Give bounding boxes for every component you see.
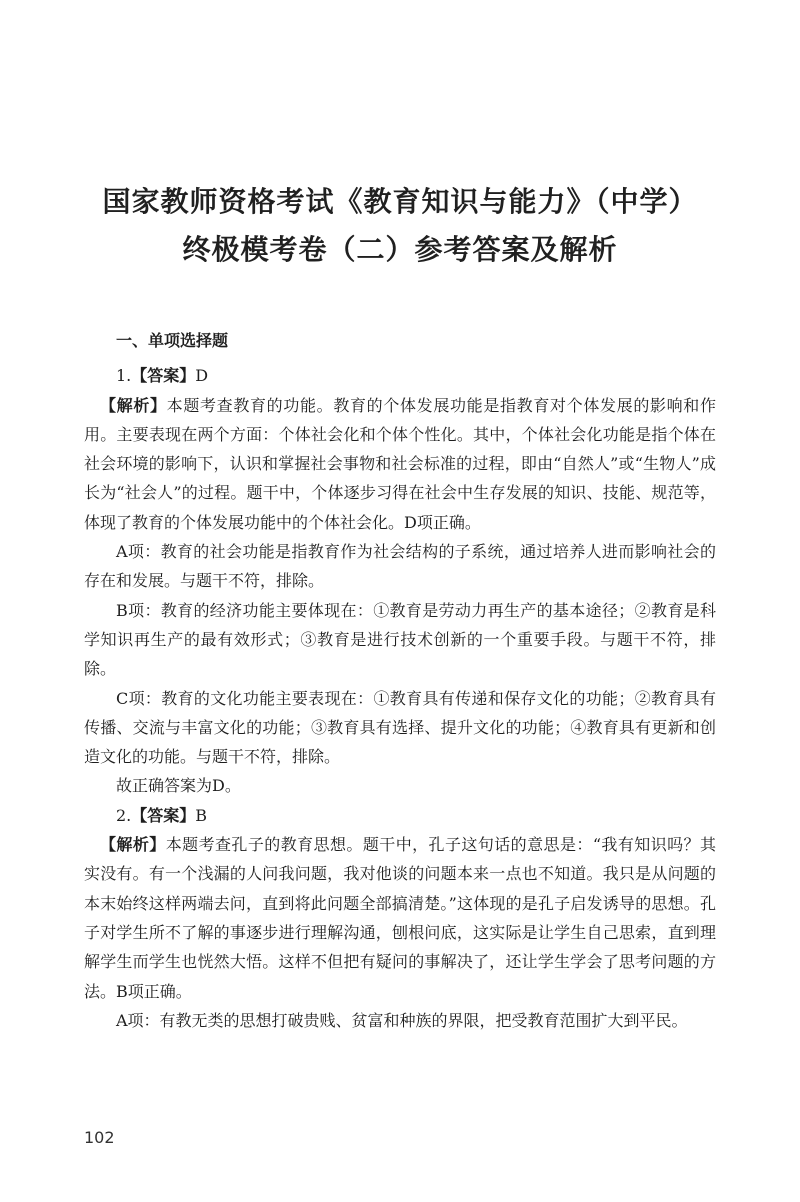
question-2-option-a: A项：有教无类的思想打破贵贱、贫富和种族的界限，把受教育范围扩大到平民。 [116, 1010, 688, 1030]
question-2-answer [84, 801, 716, 830]
answer-tag: 【答案】 [131, 366, 196, 386]
question-1-option-b: B项：教育的经济功能主要体现在：①教育是劳动力再生产的基本途径；②教育是科学知识再生产的最有效形式；③教育是进行技术创新的一个重要手段。与题干不符，排除。 [84, 600, 716, 679]
answer-tag: 【答案】 [131, 805, 196, 825]
question-1-analysis [84, 391, 716, 537]
question-number: 2. [116, 805, 132, 825]
section-heading: 一、单项选择题 [116, 331, 229, 350]
question-number: 1. [116, 366, 132, 386]
question-1-option-a: A项：教育的社会功能是指教育作为社会结构的子系统，通过培养人进而影响社会的存在和发展。与题干不符，排除。 [84, 542, 716, 591]
answer-content [84, 326, 716, 1035]
analysis-text: 本题考查孔子的教育思想。题干中，孔子这句话的意思是：“我有知识吗？其实没有。有一个浅漏的人问我问题，我对他谈的问题本来一点也不知道。我只是从问题的本末始终这样两端去问，直到将此问题全部搞清楚。”这体现的是孔子启发诱导的思想。孔子对学生所不了解的事逐步进行理解沟通，刨根问底，这实际是让学生自己思索，直到理解学生而学生也恍然大悟。这样不但把有疑问的事解决了，还让学生学会了思考问题的方法。B项正确。 [84, 835, 716, 1001]
question-2-analysis [84, 830, 716, 1006]
question-1-answer [84, 361, 716, 390]
analysis-tag: 【解析】 [100, 835, 166, 855]
analysis-text: 本题考查教育的功能。教育的个体发展功能是指教育对个体发展的影响和作用。主要表现在两个方面：个体社会化和个体个性化。其中，个体社会化功能是指个体在社会环境的影响下，认识和掌握社会事物和社会标准的过程，即由“自然人”或“生物人”成长为“社会人”的过程。题干中，个体逐步习得在社会中生存发展的知识、技能、规范等，体现了教育的个体发展功能中的个体社会化。D项正确。 [84, 395, 716, 532]
answer-value: D [195, 366, 209, 386]
page-number: 102 [84, 1128, 115, 1147]
analysis-tag: 【解析】 [100, 395, 167, 415]
page-title-line-2: 终极模考卷（二）参考答案及解析 [182, 233, 618, 266]
answer-value: B [195, 805, 208, 825]
page-title-line-1: 国家教师资格考试《教育知识与能力》（中学） [102, 185, 698, 218]
question-1-conclusion: 故正确答案为D。 [116, 776, 241, 796]
question-1-option-c: C项：教育的文化功能主要表现在：①教育具有传递和保存文化的功能；②教育具有传播、交流与丰富文化的功能；③教育具有选择、提升文化的功能；④教育具有更新和创造文化的功能。与题干不符，排除。 [84, 688, 716, 767]
